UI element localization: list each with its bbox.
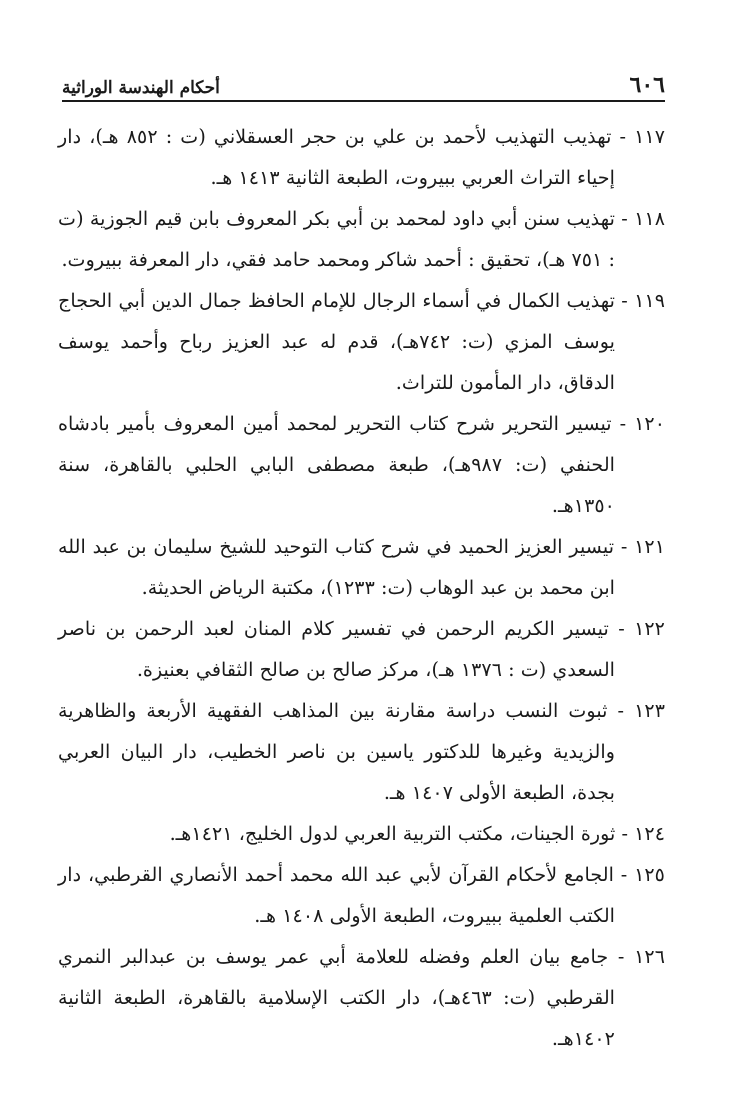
entry-text: تهذيب سنن أبي داود لمحمد بن أبي بكر المعروف بابن قيم الجوزية (ت : ٧٥١ هـ)، تحقيق : أحمد شاكر ومحمد حامد فقي، دار المعرفة ببيروت. [58, 207, 615, 271]
entry-number: ١١٨ [634, 207, 666, 230]
entry-text: ثبوت النسب دراسة مقارنة بين المذاهب الفقهية الأربعة والظاهرية والزيدية وغيرها للدكتور ياسين بن ناصر الخطيب، دار البيان العربي بجدة، الطبعة الأولى ١٤٠٧ هـ. [58, 699, 615, 804]
entry-number: ١٢٥ [634, 863, 665, 886]
entry-text: تيسير العزيز الحميد في شرح كتاب التوحيد للشيخ سليمان بن عبد الله ابن محمد بن عبد الوهاب (ت: ١٢٣٣)، مكتبة الرياض الحديثة. [58, 535, 615, 599]
entry-text: جامع بيان العلم وفضله للعلامة أبي عمر يوسف بن عبدالبر النمري القرطبي (ت: ٤٦٣هـ)، دار الكتب الإسلامية بالقاهرة، الطبعة الثانية ١٤٠٢هـ. [58, 945, 615, 1050]
entry-text: الجامع لأحكام القرآن لأبي عبد الله محمد أحمد الأنصاري القرطبي، دار الكتب العلمية ببيروت، الطبعة الأولى ١٤٠٨ هـ. [58, 863, 615, 927]
entry-number: ١٢١ [634, 535, 665, 558]
entry-number: ١٢٢ [634, 617, 665, 640]
entry-number: ١٢٣ [634, 699, 666, 722]
bibliography-entry-122: ١٢٢ - تيسير الكريم الرحمن في تفسير كلام المنان لعبد الرحمن بن ناصر السعدي (ت : ١٣٧٦ هـ)، مركز صالح بن صالح الثقافي بعنيزة. [58, 617, 665, 681]
entry-number: ١٢٤ [634, 822, 665, 845]
bibliography-entry-121: ١٢١ - تيسير العزيز الحميد في شرح كتاب التوحيد للشيخ سليمان بن عبد الله ابن محمد بن عبد الوهاب (ت: ١٢٣٣)، مكتبة الرياض الحديثة. [58, 535, 665, 599]
entry-text: تيسير التحرير شرح كتاب التحرير لمحمد أمين المعروف بأمير بادشاه الحنفي (ت: ٩٨٧هـ)، طبعة مصطفى البابي الحلبي بالقاهرة، سنة ١٣٥٠هـ. [58, 412, 615, 517]
page-number: ٦٠٦ [629, 72, 665, 98]
entry-text: تهذيب الكمال في أسماء الرجال للإمام الحافظ جمال الدين أبي الحجاج يوسف المزي (ت: ٧٤٢هـ)، قدم له عبد العزيز رباح وأحمد يوسف الدقاق، دار المأمون للتراث. [58, 289, 615, 394]
entry-text: تهذيب التهذيب لأحمد بن علي بن حجر العسقلاني (ت : ٨٥٢ هـ)، دار إحياء التراث العربي ببيروت، الطبعة الثانية ١٤١٣ هـ. [58, 125, 615, 189]
bibliography-entry-118: ١١٨ - تهذيب سنن أبي داود لمحمد بن أبي بكر المعروف بابن قيم الجوزية (ت : ٧٥١ هـ)، تحقيق : أحمد شاكر ومحمد حامد فقي، دار المعرفة ببيروت. [58, 207, 666, 271]
bibliography-entry-125: ١٢٥ - الجامع لأحكام القرآن لأبي عبد الله محمد أحمد الأنصاري القرطبي، دار الكتب العلمية ببيروت، الطبعة الأولى ١٤٠٨ هـ. [58, 863, 665, 927]
entry-text: ثورة الجينات، مكتب التربية العربي لدول الخليج، ١٤٢١هـ. [169, 822, 616, 845]
bibliography-entry-124: ١٢٤ - ثورة الجينات، مكتب التربية العربي لدول الخليج، ١٤٢١هـ. [169, 822, 665, 845]
page-header [62, 64, 665, 102]
bibliography-entry-120: ١٢٠ - تيسير التحرير شرح كتاب التحرير لمحمد أمين المعروف بأمير بادشاه الحنفي (ت: ٩٨٧هـ)، طبعة مصطفى البابي الحلبي بالقاهرة، سنة ١٣٥٠هـ. [58, 412, 665, 517]
entry-number: ١٢٠ [634, 412, 665, 435]
running-title: أحكام الهندسة الوراثية [62, 78, 220, 98]
bibliography-list [58, 116, 665, 1059]
entry-number: ١٢٦ [634, 945, 665, 968]
entry-number: ١١٩ [634, 289, 666, 312]
entry-number: ١١٧ [634, 125, 665, 148]
bibliography-entry-123: ١٢٣ - ثبوت النسب دراسة مقارنة بين المذاهب الفقهية الأربعة والظاهرية والزيدية وغيرها للدكتور ياسين بن ناصر الخطيب، دار البيان العربي بجدة، الطبعة الأولى ١٤٠٧ هـ. [58, 699, 666, 804]
bibliography-entry-126: ١٢٦ - جامع بيان العلم وفضله للعلامة أبي عمر يوسف بن عبدالبر النمري القرطبي (ت: ٤٦٣هـ)، دار الكتب الإسلامية بالقاهرة، الطبعة الثانية ١٤٠٢هـ. [58, 945, 665, 1050]
bibliography-entry-117: ١١٧ - تهذيب التهذيب لأحمد بن علي بن حجر العسقلاني (ت : ٨٥٢ هـ)، دار إحياء التراث العربي ببيروت، الطبعة الثانية ١٤١٣ هـ. [58, 125, 665, 189]
entry-text: تيسير الكريم الرحمن في تفسير كلام المنان لعبد الرحمن بن ناصر السعدي (ت : ١٣٧٦ هـ)، مركز صالح بن صالح الثقافي بعنيزة. [58, 617, 615, 681]
bibliography-entry-119: ١١٩ - تهذيب الكمال في أسماء الرجال للإمام الحافظ جمال الدين أبي الحجاج يوسف المزي (ت: ٧٤٢هـ)، قدم له عبد العزيز رباح وأحمد يوسف الدقاق، دار المأمون للتراث. [58, 289, 666, 394]
